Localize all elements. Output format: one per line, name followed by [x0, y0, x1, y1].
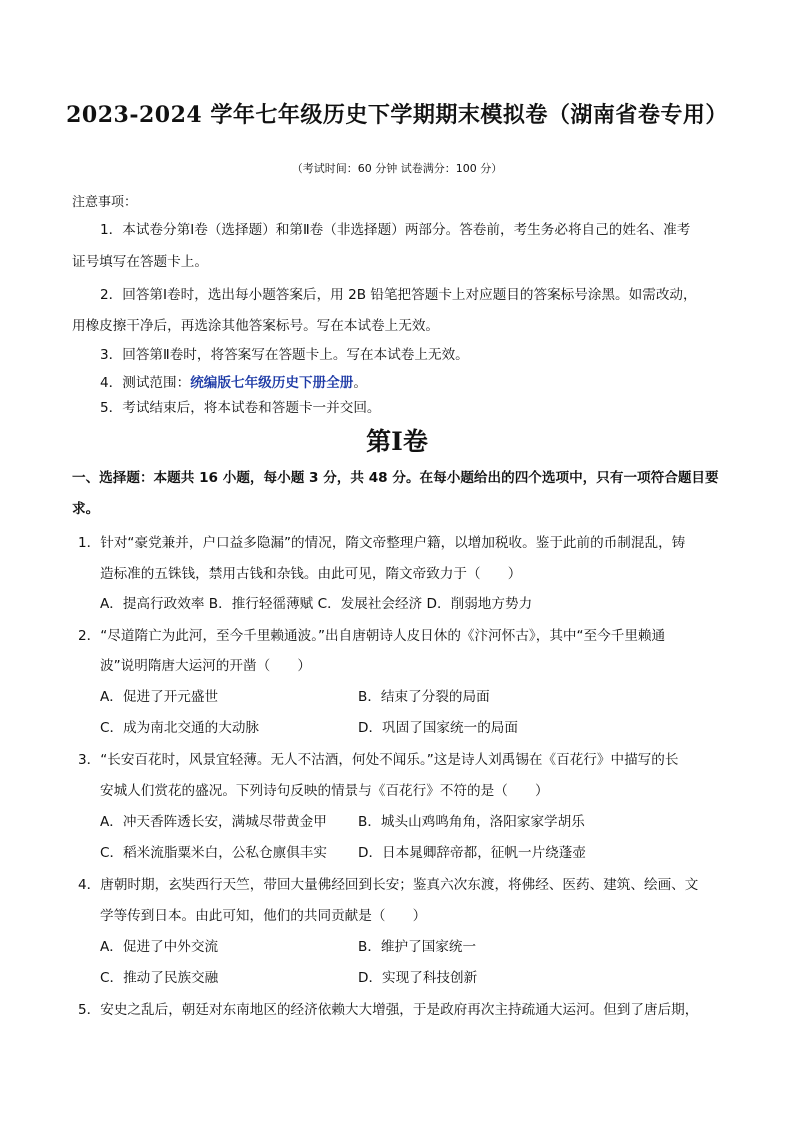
- exam-meta: （考试时间：60 分钟 试卷满分：100 分）: [291, 162, 503, 175]
- notice-item-scope: [100, 373, 367, 393]
- question-stem: 5．安史之乱后，朝廷对东南地区的经济依赖大大增强，于是政府再次主持疏通大运河。但到了唐后期，: [78, 1002, 699, 1018]
- question-stem: 波”说明隋唐大运河的开凿（ ）: [100, 658, 311, 674]
- section-title: 第Ⅰ卷: [366, 427, 428, 456]
- question-option: D．日本晁卿辞帝都，征帆一片绕蓬壶: [358, 845, 586, 861]
- notice-item: 用橡皮擦干净后，再选涂其他答案标号。写在本试卷上无效。: [72, 318, 440, 334]
- notice-item: 3．回答第Ⅱ卷时，将答案写在答题卡上。写在本试卷上无效。: [100, 347, 469, 363]
- question-option: D．巩固了国家统一的局面: [358, 720, 518, 736]
- scope-value: 统编版七年级历史下册全册: [190, 375, 354, 391]
- question-stem: 2．“尽道隋亡为此河，至今千里赖通波。”出自唐朝诗人皮日休的《汴河怀古》，其中“至今千里赖通: [78, 628, 666, 644]
- question-stem: 3．“长安百花时，风景宜轻薄。无人不沽酒，何处不闻乐。”这是诗人刘禹锡在《百花行》中描写的长: [78, 752, 679, 768]
- scope-label: 4．测试范围：: [100, 375, 191, 391]
- question-stem: 造标准的五铢钱，禁用古钱和杂钱。由此可见，隋文帝致力于（ ）: [100, 566, 522, 582]
- notice-item: 5．考试结束后，将本试卷和答题卡一并交回。: [100, 400, 381, 416]
- question-stem: 安城人们赏花的盛况。下列诗句反映的情景与《百花行》不符的是（ ）: [100, 783, 549, 799]
- question-option: B．城头山鸡鸣角角，洛阳家家学胡乐: [358, 814, 585, 830]
- question-option: B．维护了国家统一: [358, 939, 477, 955]
- notice-item: 1．本试卷分第Ⅰ卷（选择题）和第Ⅱ卷（非选择题）两部分。答卷前，考生务必将自己的姓名、准考: [100, 222, 691, 238]
- instructions: 求。: [72, 501, 100, 517]
- notice-item: 证号填写在答题卡上。: [72, 254, 208, 270]
- page-title: 2023-2024 学年七年级历史下学期期末模拟卷（湖南省卷专用）: [66, 102, 728, 128]
- question-option: A．促进了中外交流: [100, 939, 219, 955]
- question-option: C．成为南北交通的大动脉: [100, 720, 260, 736]
- question-stem: 1．针对“豪党兼并，户口益多隐漏”的情况，隋文帝整理户籍，以增加税收。鉴于此前的币制混乱，铸: [78, 535, 686, 551]
- question-option: B．结束了分裂的局面: [358, 689, 490, 705]
- scope-end: 。: [353, 375, 367, 391]
- question-option: D．实现了科技创新: [358, 970, 478, 986]
- question-option: C．稻米流脂粟米白，公私仓廪俱丰实: [100, 845, 327, 861]
- instructions: 一、选择题：本题共 16 小题，每小题 3 分，共 48 分。在每小题给出的四个选项中，只有一项符合题目要: [72, 470, 719, 486]
- question-option: A．冲天香阵透长安，满城尽带黄金甲: [100, 814, 327, 830]
- notice-item: 2．回答第Ⅰ卷时，选出每小题答案后，用 2B 铅笔把答题卡上对应题目的答案标号涂黑。如需改动，: [100, 287, 697, 303]
- notice-heading: 注意事项：: [72, 195, 138, 210]
- question-options: A．提高行政效率 B．推行轻徭薄赋 C．发展社会经济 D．削弱地方势力: [100, 596, 533, 612]
- question-option: A．促进了开元盛世: [100, 689, 219, 705]
- question-stem: 学等传到日本。由此可知，他们的共同贡献是（ ）: [100, 908, 427, 924]
- question-option: C．推动了民族交融: [100, 970, 219, 986]
- question-stem: 4．唐朝时期，玄奘西行天竺，带回大量佛经回到长安；鉴真六次东渡，将佛经、医药、建筑、绘画、文: [78, 877, 699, 893]
